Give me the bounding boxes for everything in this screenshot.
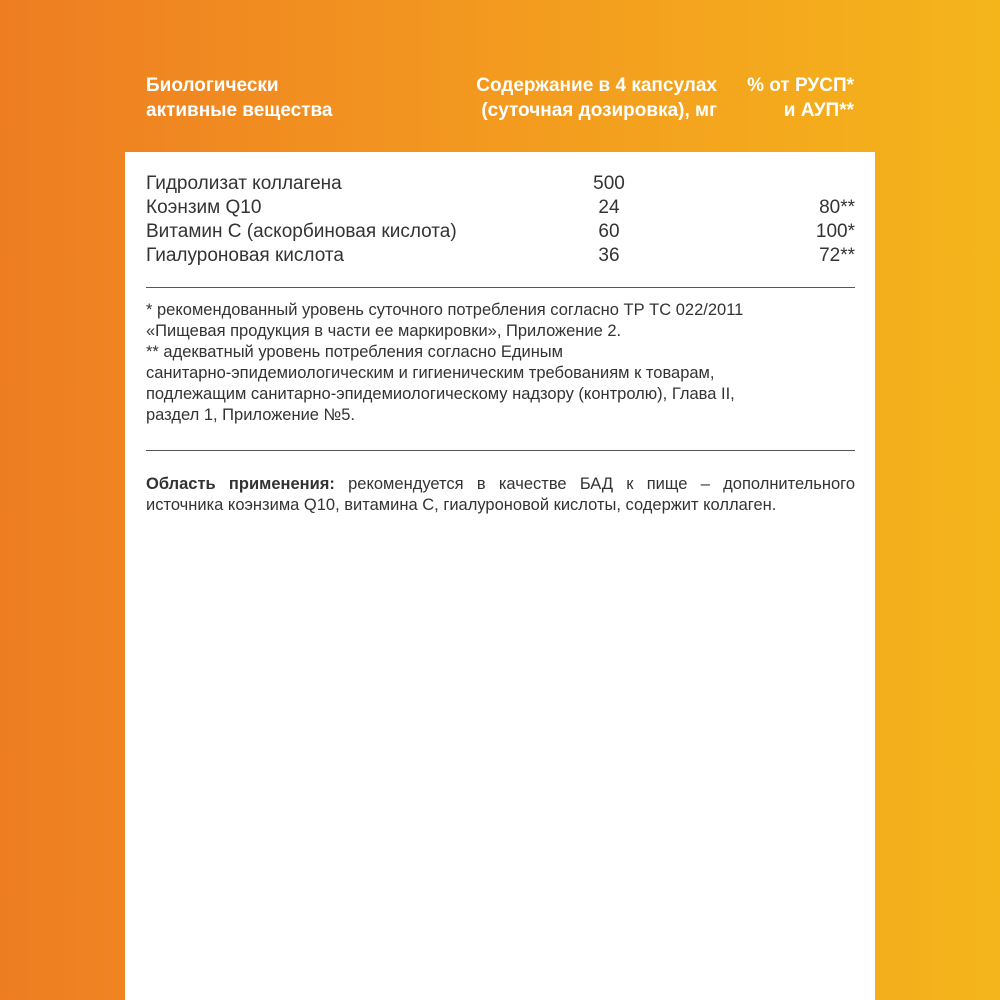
nutrient-table: [146, 172, 855, 268]
table-row: [146, 196, 855, 220]
usage-label: Область применения:: [146, 475, 335, 493]
content-panel: [125, 152, 875, 1000]
footnotes: [146, 300, 855, 426]
footnote-line: «Пищевая продукция в части ее маркировки», Приложение 2.: [146, 322, 622, 340]
usage-text: рекомендуется в качестве БАД к пище – дополнительного источника коэнзима Q10, витамина С, гиалуроновой кислоты, содержит коллаген.: [146, 475, 855, 514]
header-substances-line1: Биологически: [146, 75, 279, 96]
divider: [146, 450, 855, 451]
row-name: Гидролизат коллагена: [146, 173, 342, 194]
row-amount: 36: [598, 245, 620, 266]
footnote-line: подлежащим санитарно-эпидемиологическому надзору (контролю), Глава II,: [146, 385, 735, 403]
table-row: [146, 244, 855, 268]
header-percent-line2: и АУП**: [783, 100, 854, 121]
row-amount: 500: [593, 173, 625, 194]
table-header: [0, 0, 1000, 152]
header-percent-line1: % от РУСП*: [747, 75, 854, 96]
row-name: Коэнзим Q10: [146, 197, 262, 218]
row-percent: 72**: [819, 245, 855, 266]
row-name: Гиалуроновая кислота: [146, 245, 344, 266]
header-substances-line2: активные вещества: [146, 100, 333, 121]
table-row: [146, 220, 855, 244]
row-name: Витамин С (аскорбиновая кислота): [146, 221, 457, 242]
footnote-line: * рекомендованный уровень суточного потребления согласно ТР ТС 022/2011: [146, 301, 744, 319]
row-amount: 60: [598, 221, 620, 242]
header-percent: [747, 73, 854, 123]
header-substances: [146, 73, 333, 123]
row-amount: 24: [598, 197, 620, 218]
header-content: [476, 73, 717, 123]
header-content-line2: (суточная дозировка), мг: [481, 100, 717, 121]
usage-section: [146, 474, 855, 516]
row-percent: 100*: [815, 221, 855, 242]
footnote-line: санитарно-эпидемиологическим и гигиеническим требованиям к товарам,: [146, 364, 715, 382]
footnote-line: ** адекватный уровень потребления согласно Единым: [146, 343, 564, 361]
table-row: [146, 172, 855, 196]
header-content-line1: Содержание в 4 капсулах: [476, 75, 717, 96]
row-percent: 80**: [819, 197, 855, 218]
footnote-line: раздел 1, Приложение №5.: [146, 406, 356, 424]
divider: [146, 287, 855, 288]
